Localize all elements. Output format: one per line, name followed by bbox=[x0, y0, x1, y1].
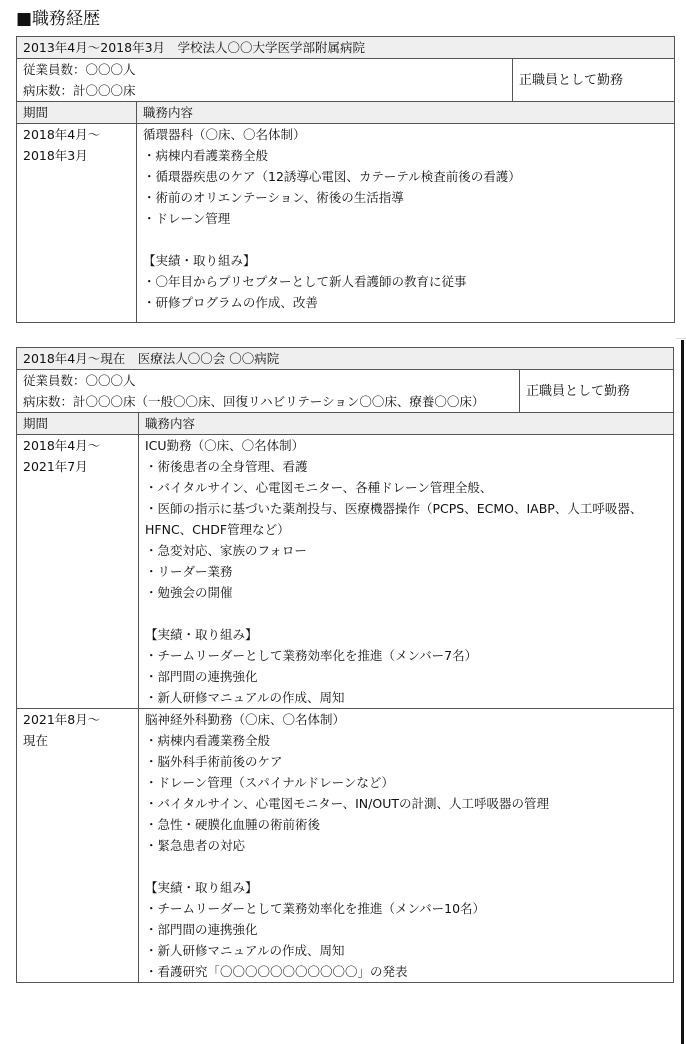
period-start: 2018年4月～ bbox=[23, 438, 101, 453]
period-cell bbox=[17, 435, 139, 709]
table-row bbox=[17, 709, 674, 983]
margin-rule bbox=[681, 340, 684, 1044]
duty-line: ICU勤務（〇床、〇名体制） bbox=[145, 438, 305, 453]
bed-count: 病床数：計〇〇〇床（一般〇〇床、回復リハビリテーション〇〇床、療養〇〇床） bbox=[23, 394, 485, 409]
duty-line: ・脳外科手術前後のケア bbox=[145, 754, 283, 769]
duty-line: ・急変対応、家族のフォロー bbox=[145, 543, 307, 558]
header-duties: 職務内容 bbox=[139, 413, 674, 435]
duty-line: ・ドレーン管理（スパイナルドレーンなど） bbox=[145, 775, 394, 790]
period-cell bbox=[17, 124, 137, 323]
duty-line: ・医師の指示に基づいた薬剤投与、医療機器操作（PCPS、ECMO、IABP、人工呼吸器、HFNC、CHDF管理など） bbox=[145, 501, 643, 537]
achievements-heading: 【実績・取り組み】 bbox=[143, 253, 256, 268]
duty-line: ・チームリーダーとして業務効率化を推進（メンバー7名） bbox=[145, 648, 478, 663]
duty-line: ・〇年目からプリセプターとして新人看護師の教育に従事 bbox=[143, 274, 467, 289]
period-start: 2018年4月～ bbox=[23, 127, 101, 142]
duties-cell bbox=[139, 435, 674, 709]
career-title-row bbox=[17, 37, 675, 59]
employee-count: 従業員数：〇〇〇人 bbox=[23, 373, 136, 388]
period-end: 現在 bbox=[23, 733, 49, 748]
period-end: 2021年7月 bbox=[23, 459, 88, 474]
section-title: ■職務経歴 bbox=[16, 9, 101, 29]
table-row bbox=[17, 435, 674, 709]
duty-line: ・チームリーダーとして業務効率化を推進（メンバー10名） bbox=[145, 901, 486, 916]
career-title-row bbox=[17, 348, 674, 370]
duty-line: ・ドレーン管理 bbox=[143, 211, 231, 226]
table-header-row bbox=[17, 102, 675, 124]
employee-count: 従業員数：〇〇〇人 bbox=[23, 62, 136, 77]
duty-line: ・緊急患者の対応 bbox=[145, 838, 246, 853]
header-period: 期間 bbox=[17, 413, 139, 435]
duty-line: ・部門間の連携強化 bbox=[145, 669, 258, 684]
achievements-heading: 【実績・取り組み】 bbox=[145, 880, 258, 895]
duties-cell bbox=[137, 124, 675, 323]
duty-line: ・新人研修マニュアルの作成、周知 bbox=[145, 690, 345, 705]
employment-type: 正職員として勤務 bbox=[513, 59, 675, 102]
spacer bbox=[145, 856, 667, 877]
table-row bbox=[17, 124, 675, 323]
employment-type: 正職員として勤務 bbox=[520, 370, 674, 413]
period-cell bbox=[17, 709, 139, 983]
bed-count: 病床数：計〇〇〇床 bbox=[23, 83, 136, 98]
duty-line: 循環器科（〇床、〇名体制） bbox=[143, 127, 306, 142]
duty-line: ・看護研究「〇〇〇〇〇〇〇〇〇〇〇」の発表 bbox=[145, 964, 408, 979]
achievements-heading: 【実績・取り組み】 bbox=[145, 627, 258, 642]
table-header-row bbox=[17, 413, 674, 435]
period-end: 2018年3月 bbox=[23, 148, 88, 163]
duty-line: ・バイタルサイン、心電図モニター、各種ドレーン管理全般、 bbox=[145, 480, 493, 495]
career-table-1 bbox=[16, 36, 675, 323]
career-title: 2018年4月～現在 医療法人〇〇会 〇〇病院 bbox=[17, 348, 674, 370]
duty-line: ・病棟内看護業務全般 bbox=[143, 148, 269, 163]
career-info-row bbox=[17, 59, 675, 102]
duty-line: ・研修プログラムの作成、改善 bbox=[143, 295, 318, 310]
duty-line: 脳神経外科勤務（〇床、〇名体制） bbox=[145, 712, 346, 727]
duty-line: ・術前のオリエンテーション、術後の生活指導 bbox=[143, 190, 404, 205]
career-table-2 bbox=[16, 347, 674, 983]
header-period: 期間 bbox=[17, 102, 137, 124]
career-title: 2013年4月～2018年3月 学校法人〇〇大学医学部附属病院 bbox=[17, 37, 675, 59]
spacer bbox=[143, 229, 668, 250]
company-info bbox=[17, 59, 513, 102]
period-start: 2021年8月～ bbox=[23, 712, 101, 727]
company-info bbox=[17, 370, 520, 413]
duty-line: ・部門間の連携強化 bbox=[145, 922, 258, 937]
duty-line: ・バイタルサイン、心電図モニター、IN/OUTの計測、人工呼吸器の管理 bbox=[145, 796, 549, 811]
spacer bbox=[145, 603, 667, 624]
duty-line: ・術後患者の全身管理、看護 bbox=[145, 459, 308, 474]
duties-cell bbox=[139, 709, 674, 983]
divider bbox=[676, 338, 686, 339]
duty-line: ・勉強会の開催 bbox=[145, 585, 233, 600]
duty-line: ・新人研修マニュアルの作成、周知 bbox=[145, 943, 345, 958]
duty-line: ・リーダー業務 bbox=[145, 564, 233, 579]
header-duties: 職務内容 bbox=[137, 102, 675, 124]
duty-line: ・病棟内看護業務全般 bbox=[145, 733, 271, 748]
duty-line: ・急性・硬膜化血腫の術前術後 bbox=[145, 817, 321, 832]
duty-line: ・循環器疾患のケア（12誘導心電図、カテーテル検査前後の看護） bbox=[143, 169, 521, 184]
career-info-row bbox=[17, 370, 674, 413]
